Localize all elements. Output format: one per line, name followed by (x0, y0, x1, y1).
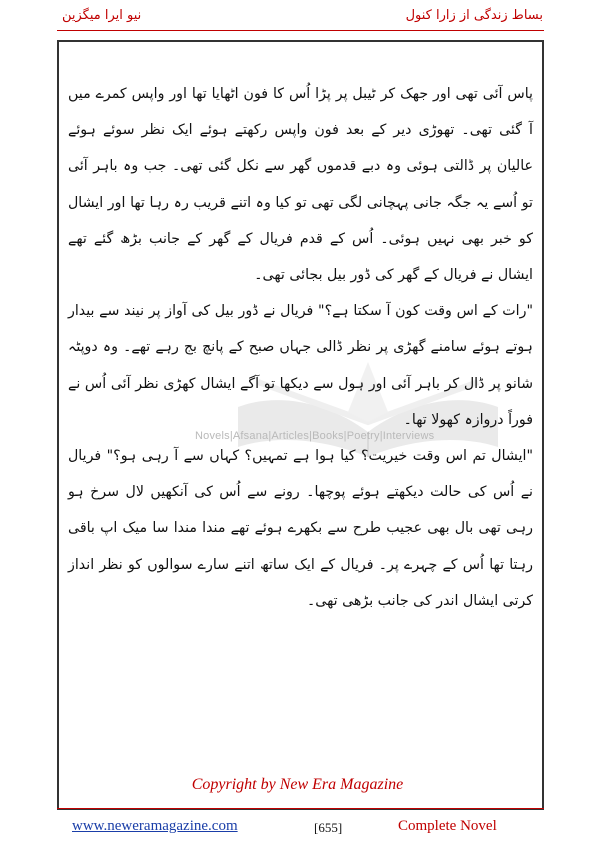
header-magazine-title: نیو ایرا میگزین (62, 8, 142, 23)
page-number: [655] (314, 820, 343, 835)
article-body (68, 76, 533, 619)
paragraph-1: پاس آئی تھی اور جھک کر ٹیبل پر پڑا اُس کا فون اٹھایا تھا اور واپس کمرے میں آ گئی تھی۔ تھوڑی دیر کے بعد فون واپس رکھتے ہوئے ایک نظر سوئے ہوئے عالیان پر ڈالتی ہوئی وہ دبے قدموں گھر سے نکل گئی تھی۔ جب وہ باہر آئی تو اُسے یہ جگہ جانی پہچانی لگی تھی تو کیا وہ اتنے قریب رہ رہا تھا اور ایشال کو خبر بھی نہیں ہوئی۔ اُس کے قدم فریال کے گھر کے جانب بڑھ گئے تھے ایشال نے فریال کے گھر کی ڈور بیل بجائی تھی۔ (68, 86, 533, 284)
watermark-categories: Novels|Afsana|Articles|Books|Poetry|Interviews (195, 430, 435, 442)
novel-type-label: Complete Novel (398, 818, 497, 834)
paragraph-2: "رات کے اس وقت کون آ سکتا ہے؟" فریال نے ڈور بیل کی آواز پر نیند سے بیدار ہوتے ہوئے سامنے گھڑی پر نظر ڈالی جہاں صبح کے پانچ بج رہے تھے۔ وہ دوپٹہ شانو پر ڈال کر باہر آئی اور ہول سے دیکھا تو آگے ایشال کھڑی نظر آئی اُس نے فوراً دروازہ کھولا تھا۔ (68, 303, 533, 428)
footer-divider (57, 808, 544, 809)
copyright-notice: Copyright by New Era Magazine (191, 776, 404, 793)
header-divider (57, 30, 544, 31)
header-book-title: بساط زندگی از زارا کنول (405, 8, 543, 23)
website-link[interactable]: www.neweramagazine.com (72, 818, 238, 834)
paragraph-3: "ایشال تم اس وقت خیریت؟ کیا ہوا ہے تمہیں؟ کہاں سے آ رہی ہو؟" فریال نے اُس کی حالت دیکھتے ہوئے پوچھا۔ رونے سے اُس کی آنکھیں لال سرخ ہو رہی تھی بال بھی عجیب طرح سے بکھرے ہوئے تھے مندا مندا سا میک اپ باقی رہتا تھا اُس کے چہرے پر۔ فریال کے ایک ساتھ اتنے سارے سوالوں کو نظر انداز کرتی ایشال اندر کی جانب بڑھی تھی۔ (68, 448, 533, 609)
